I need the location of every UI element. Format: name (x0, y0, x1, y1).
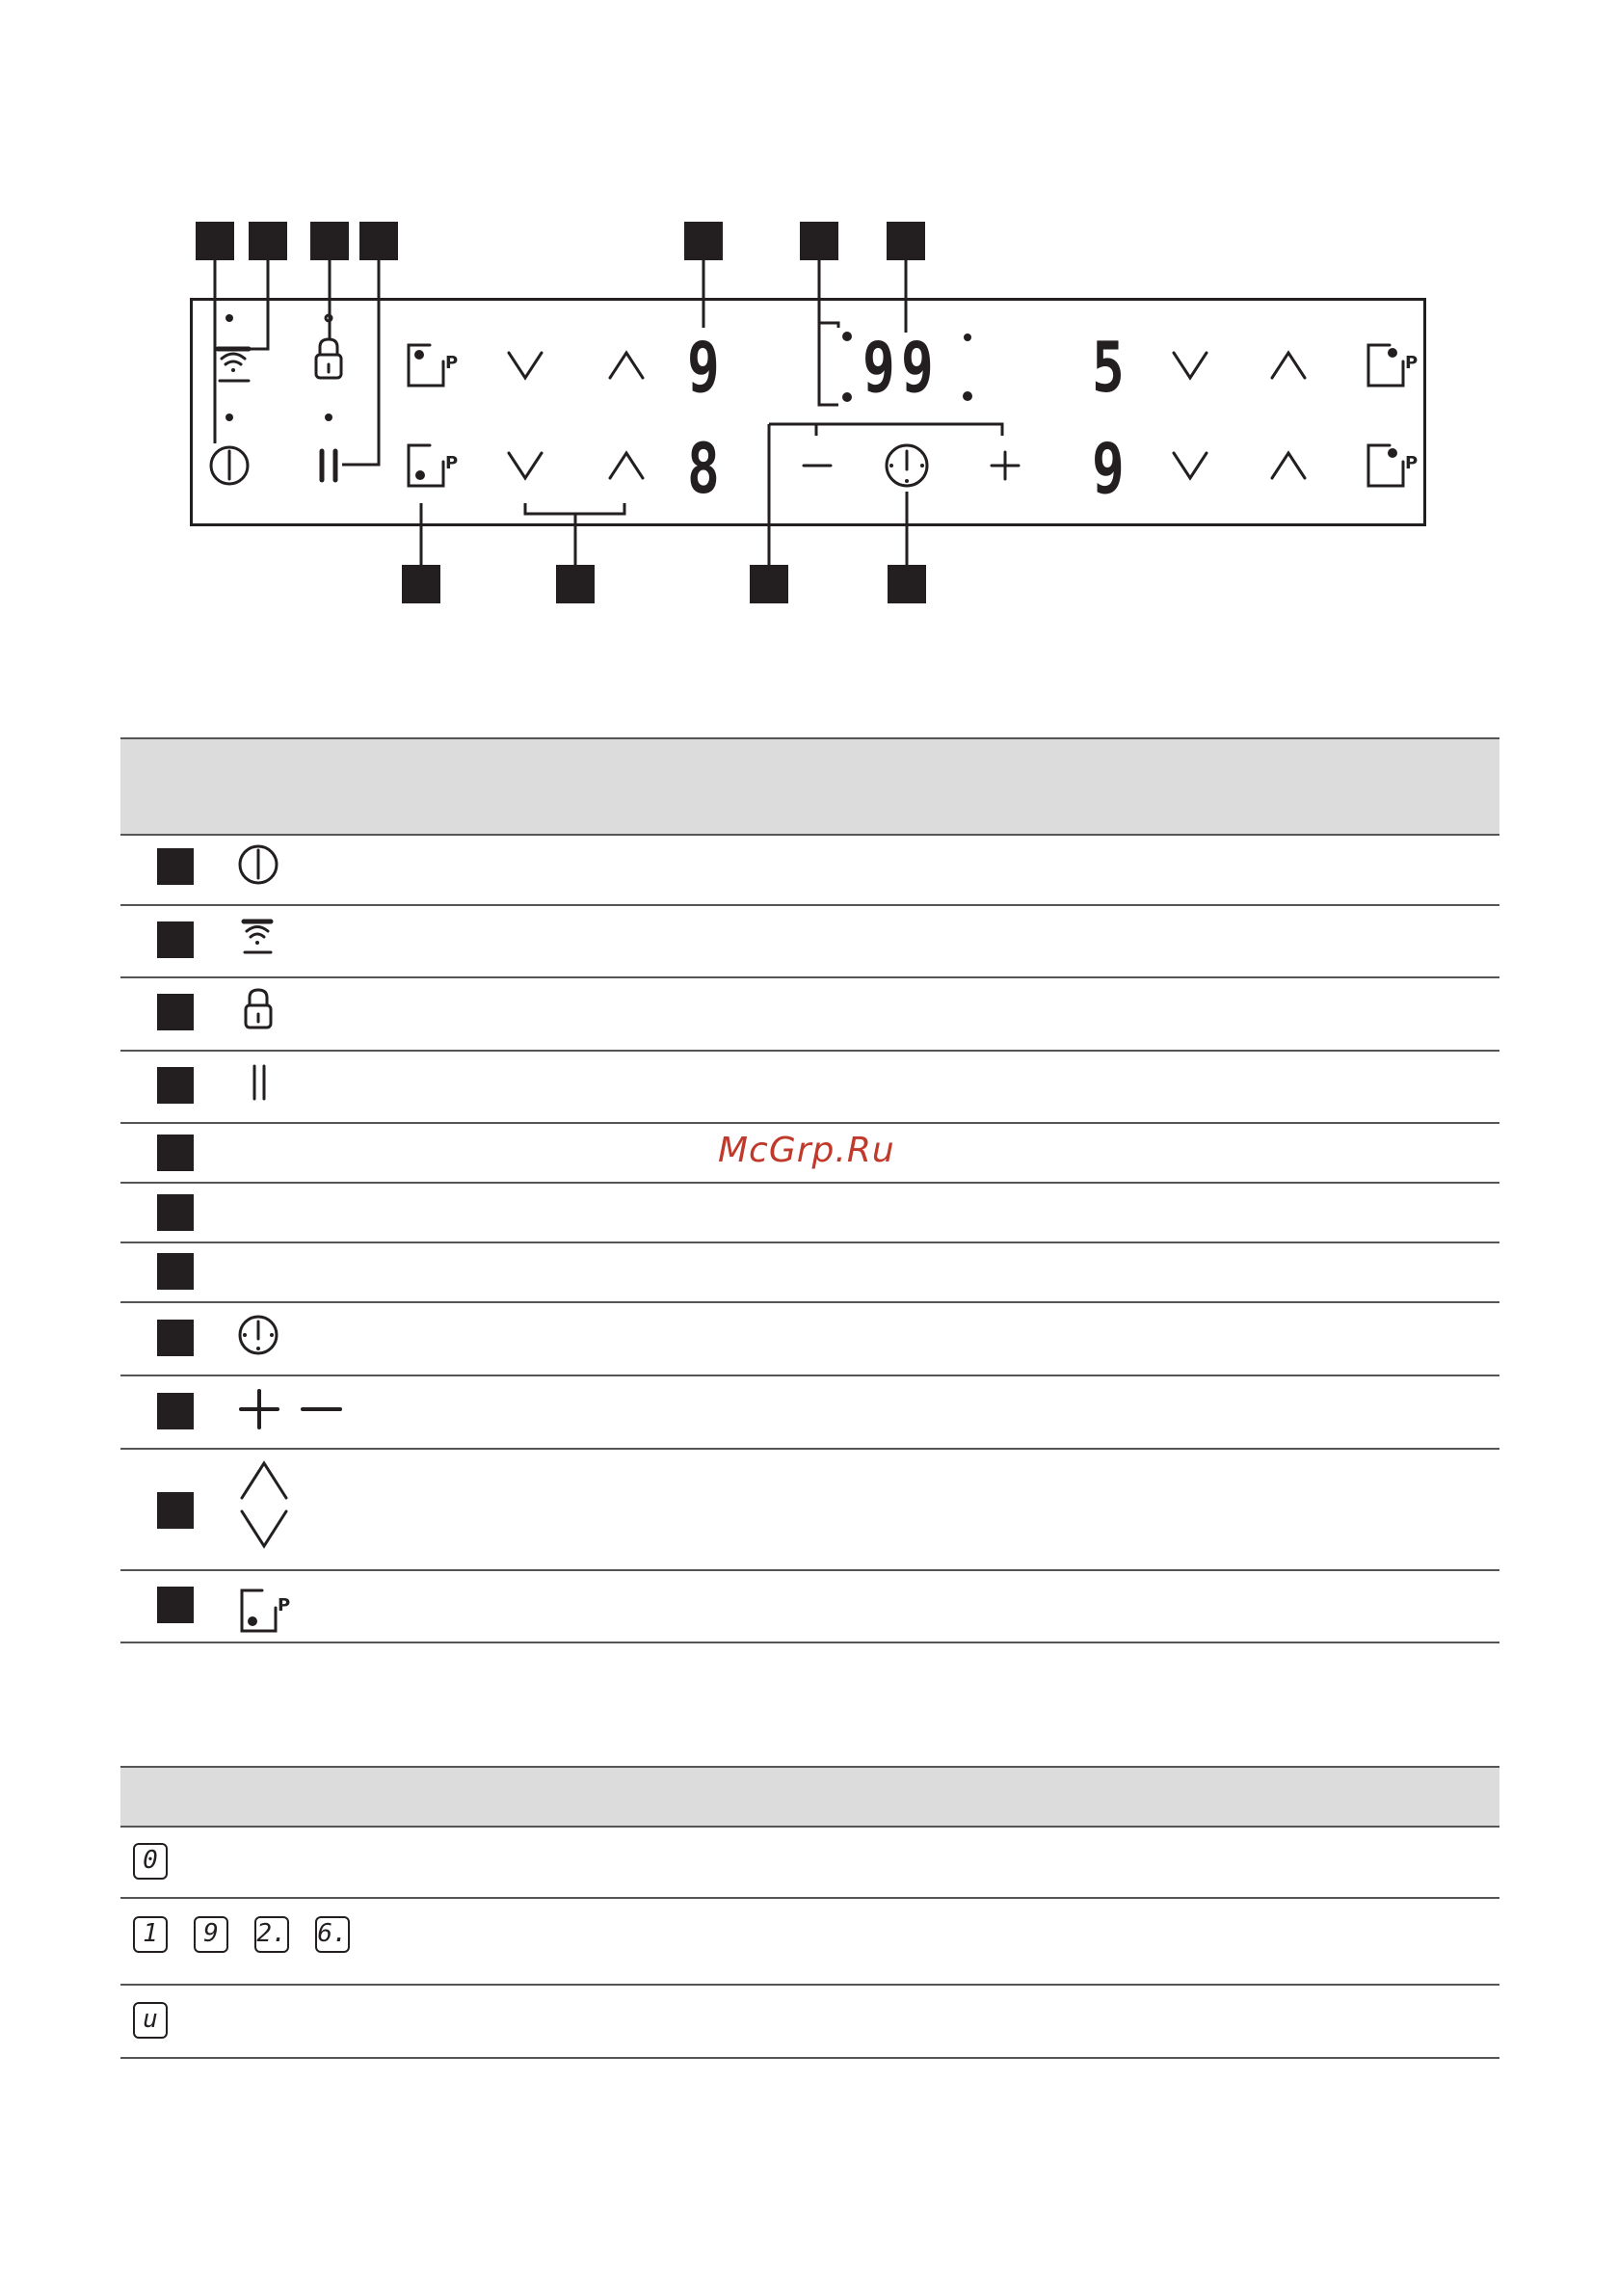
hob2hood-icon (244, 921, 271, 952)
up-down-arrows-icon (242, 1463, 286, 1546)
display-digit-u: u (133, 2002, 168, 2039)
display-digit-9: 9 (194, 1916, 228, 1953)
display-digit-2: 2. (254, 1916, 289, 1953)
lock-icon (246, 990, 271, 1028)
power-function-icon (409, 345, 443, 486)
timer-icon (887, 445, 927, 486)
plus-minus-icon (241, 1391, 340, 1428)
watermark: McGrp.Ru (718, 1131, 895, 1170)
table-row-divider (120, 1897, 1499, 1899)
zone-front-left-display: 9 (687, 327, 720, 408)
panel-symbols (0, 0, 1618, 675)
power-function-letter: P (278, 1595, 291, 1615)
table-symbols (0, 829, 385, 1648)
zone-rear-right-display: 9 (1092, 428, 1125, 509)
pause-icon (322, 451, 335, 480)
power-key-letter-bottom-right: P (1405, 453, 1419, 473)
zone-front-right-display: 5 (1092, 327, 1125, 408)
display-table-header (120, 1766, 1499, 1828)
lock-icon (316, 339, 341, 378)
display-digit-0: 0 (133, 1843, 168, 1880)
hob2hood-icon (218, 349, 249, 381)
pause-icon (254, 1066, 264, 1099)
power-icon (240, 846, 277, 883)
display-digit-1: 1 (133, 1916, 168, 1953)
table-row-divider (120, 2057, 1499, 2059)
timer-display: 99 (862, 327, 941, 408)
display-digit-6: 6. (315, 1916, 350, 1953)
timer-icon (240, 1317, 277, 1353)
power-key-letter-top-left: P (445, 353, 459, 373)
sensor-field-table-header (120, 737, 1499, 836)
table-row-divider (120, 1984, 1499, 1986)
zone-rear-left-display: 8 (687, 428, 720, 509)
power-key-letter-bottom-left: P (445, 453, 459, 473)
power-function-icon (242, 1590, 276, 1631)
power-icon (211, 447, 248, 484)
power-key-letter-top-right: P (1405, 353, 1419, 373)
